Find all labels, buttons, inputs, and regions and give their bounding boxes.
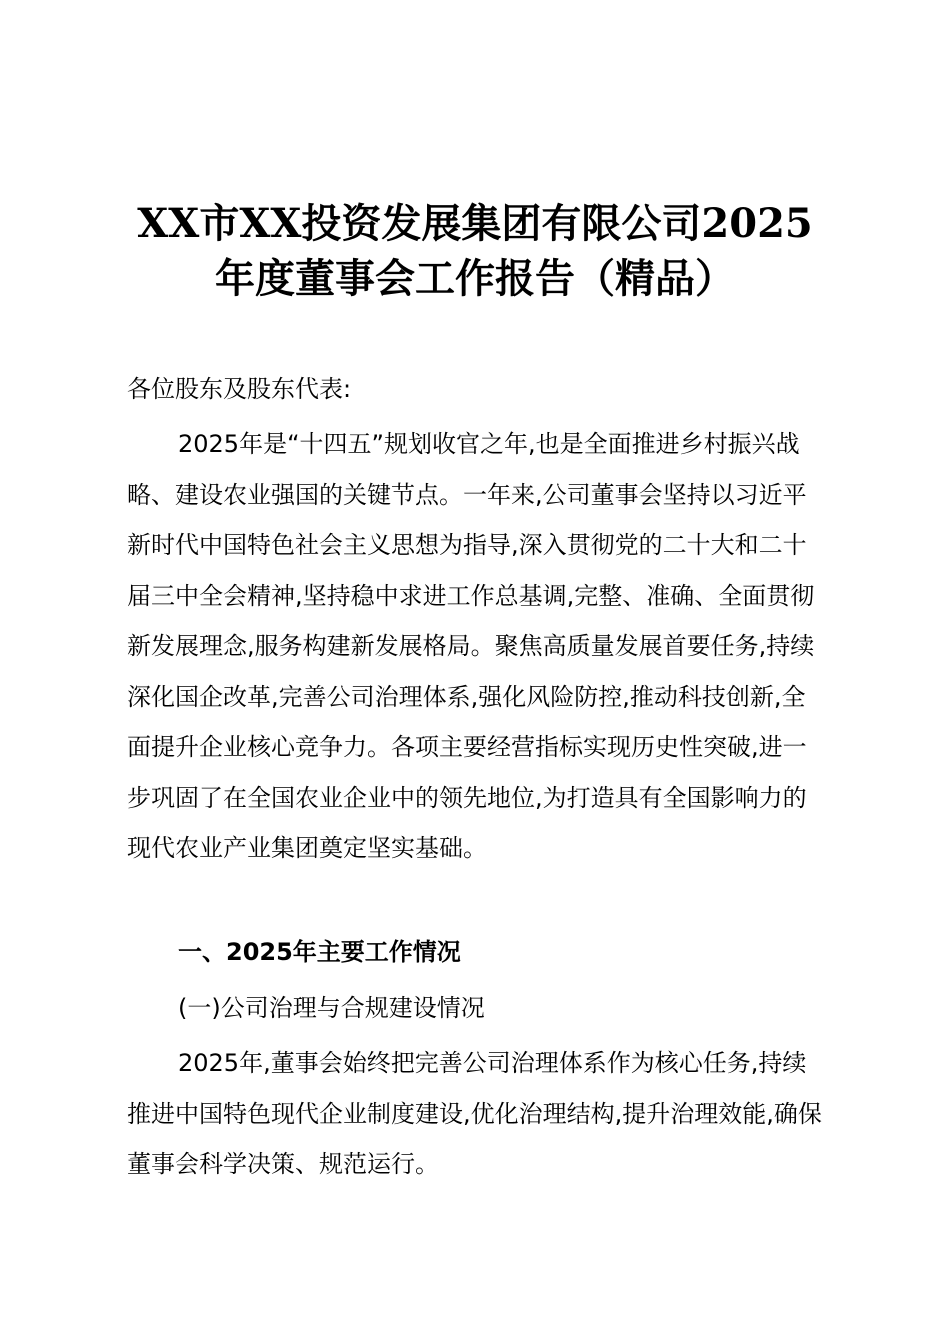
section-heading: 一、2025年主要工作情况 [178,938,461,966]
document-title-line-2: 年度董事会工作报告（精品） [215,255,735,302]
governance-paragraph: 2025年,董事会始终把完善公司治理体系作为核心任务,持续推进中国特色现代企业制度建设,优化治理结构,提升治理效能,确保董事会科学决策、规范运行。 [127,1049,822,1178]
intro-paragraph: 2025年是“十四五”规划收官之年,也是全面推进乡村振兴战略、建设农业强国的关键节点。一年来,公司董事会坚持以习近平新时代中国特色社会主义思想为指导,深入贯彻党的二十大和二十届三中全会精神,坚持稳中求进工作总基调,完整、准确、全面贯彻新发展理念,服务构建新发展格局。聚焦高质量发展首要任务,持续深化国企改革,完善公司治理体系,强化风险防控,推动科技创新,全面提升企业核心竞争力。各项主要经营指标实现历史性突破,进一步巩固了在全国农业企业中的领先地位,为打造具有全国影响力的现代农业产业集团奠定坚实基础。 [127,430,815,862]
document-title-line-1: XX市XX投资发展集团有限公司2025 [137,200,813,247]
subsection-heading: (一)公司治理与合规建设情况 [178,994,485,1022]
document-title [0,196,950,306]
salutation: 各位股东及股东代表: [127,375,352,403]
